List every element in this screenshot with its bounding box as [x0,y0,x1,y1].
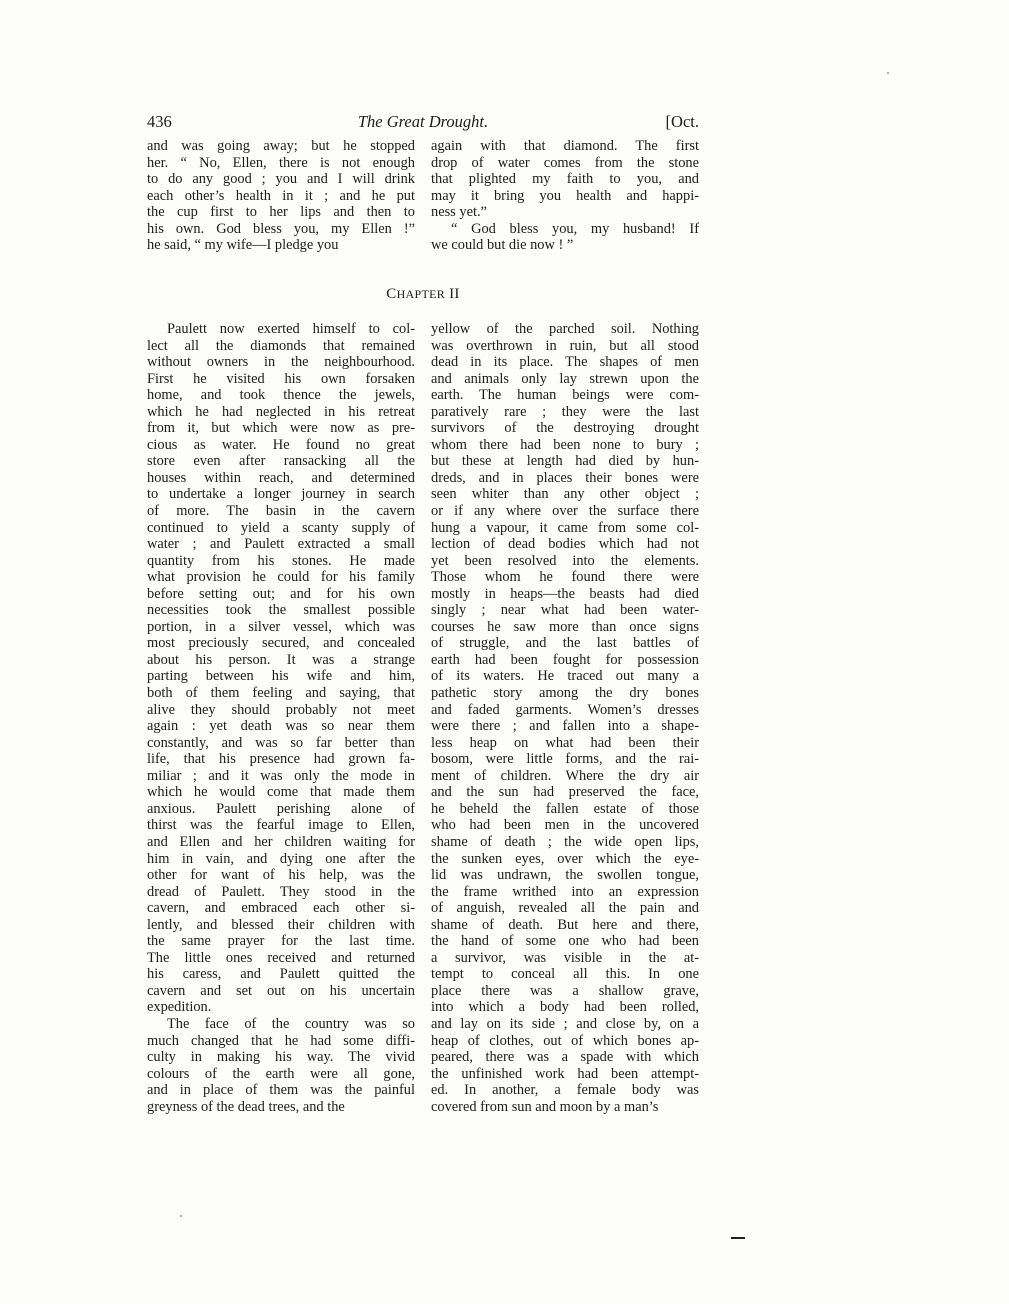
text-line: the frame writhed into an expression [431,883,699,900]
text-line: that plighted my faith to you, and [431,171,699,188]
text-line: were there ; and fallen into a shape- [431,718,699,735]
text-line: to undertake a longer journey in search [147,486,415,503]
issue-month: [Oct. [665,112,699,131]
text-line: again : yet death was so near them [147,718,415,735]
text-line: again with that diamond. The first [431,138,699,154]
text-line: hung a vapour, it came from some col- [431,519,699,536]
text-line: continued to yield a scanty supply of [147,519,415,536]
text-line: each other’s health in it ; and he put [147,187,415,204]
text-line: and the sun had preserved the face, [431,784,699,801]
text-line: singly ; near what had been water- [431,602,699,619]
text-line: may it bring you health and happi- [431,187,699,204]
text-line: water ; and Paulett extracted a small [147,536,415,553]
text-line: lently, and blessed their children with [147,916,415,933]
text-line: life, that his presence had grown fa- [147,751,415,768]
text-line: survivors of the destroying drought [431,420,699,437]
text-line: his caress, and Paulett quitted the [147,966,415,983]
running-header [147,112,699,134]
text-line: thirst was the fearful image to Ellen, [147,817,415,834]
text-line: pathetic story among the dry bones [431,685,699,702]
text-line: quantity from his stones. He made [147,552,415,569]
text-line: portion, in a silver vessel, which was [147,618,415,635]
text-line: the hand of some one who had been [431,933,699,950]
text-line: expedition. [147,999,212,1016]
text-line: of anguish, revealed all the pain and [431,900,699,917]
text-line: mostly in heaps—the beasts had died [431,585,699,602]
text-line: drop of water comes from the stone [431,154,699,171]
text-line: from it, but which were now as pre- [147,420,415,437]
body-left-column [147,321,415,1115]
text-line: lect all the diamonds that remained [147,337,415,354]
text-line: yellow of the parched soil. Nothing [431,321,699,337]
page-number: 436 [147,112,172,131]
text-line: the cup first to her lips and then to [147,204,415,221]
text-line: shame of death ; the wide open lips, [431,833,699,850]
text-line: ed. In another, a female body was [431,1082,699,1099]
text-line: The face of the country was so [167,1015,415,1032]
text-line: and animals only lay strewn upon the [431,370,699,387]
text-line: but these at length had died by hun- [431,453,699,470]
text-line: other for want of his help, was the [147,867,415,884]
text-line: tempt to conceal all this. In one [431,966,699,983]
text-line: heap of clothes, out of which bones ap- [431,1032,699,1049]
text-line: alive they should probably not meet [147,701,415,718]
text-line: culty in making his way. The vivid [147,1049,415,1066]
text-line: necessities took the smallest possible [147,602,415,619]
text-line: which he had neglected in his retreat [147,403,415,420]
text-line: and Ellen and her children waiting for [147,833,415,850]
text-line: of struggle, and the last battles of [431,635,699,652]
text-line: yet been resolved into the elements. [431,552,699,569]
text-line: the sunken eyes, over which the eye- [431,850,699,867]
running-title: The Great Drought. [357,112,489,131]
text-line: dread of Paulett. They stood in the [147,883,415,900]
text-line: and faded garments. Women’s dresses [431,701,699,718]
text-line: courses he saw more than once signs [431,618,699,635]
text-line: before setting out; and for his own [147,585,415,602]
text-line: what provision he could for his family [147,569,415,586]
text-line: covered from sun and moon by a man’s [431,1098,659,1115]
text-line: her. “ No, Ellen, there is not enough [147,154,415,171]
text-line: shame of death. But here and there, [431,916,699,933]
text-line: the same prayer for the last time. [147,933,415,950]
top-right-column [431,138,699,254]
text-line: we could but die now ! ” [431,237,574,254]
text-line: him in vain, and dying one after the [147,850,415,867]
text-line: cavern, and embraced each other si- [147,900,415,917]
text-line: into which a body had been rolled, [431,999,699,1016]
text-line: earth had been fought for possession [431,651,699,668]
text-line: which he would come that made them [147,784,415,801]
top-left-column [147,138,415,254]
text-line: less heap on what had been their [431,734,699,751]
text-line: without owners in the neighbourhood. [147,354,415,371]
text-line: both of them feeling and saying, that [147,685,415,702]
chapter-word-rest: HAPTER [396,287,446,301]
text-line: about his person. It was a strange [147,651,415,668]
text-line: lid was undrawn, the swollen tongue, [431,867,699,884]
text-line: peared, there was a spade with which [431,1049,699,1066]
text-line: ness yet.” [431,204,487,221]
text-line: bosom, were little forms, and the rai- [431,751,699,768]
text-line: a survivor, was visible in the at- [431,949,699,966]
text-line: to do any good ; you and I will drink [147,171,415,188]
text-line: home, and took thence the jewels, [147,387,415,404]
text-line: colours of the earth were all gone, [147,1065,415,1082]
text-line: much changed that he had some diffi- [147,1032,415,1049]
text-line: and in place of them was the painful [147,1082,415,1099]
text-line: he said, “ my wife—I pledge you [147,237,339,254]
chapter-numeral: II [449,286,460,302]
scan-speck [887,72,889,74]
text-line: anxious. Paulett perishing alone of [147,800,415,817]
chapter-word-initial: C [386,286,397,302]
text-line: miliar ; and it was only the mode in [147,767,415,784]
chapter-heading [147,286,699,303]
text-line: greyness of the dead trees, and the [147,1098,345,1115]
text-line: most preciously secured, and concealed [147,635,415,652]
body-right-column [431,321,699,1115]
text-line: cavern and set out on his uncertain [147,982,415,999]
text-line: the unfinished work had been attempt- [431,1065,699,1082]
text-line: he beheld the fallen estate of those [431,800,699,817]
text-line: was overthrown in ruin, but all stood [431,337,699,354]
text-line: The little ones received and returned [147,949,415,966]
text-line: parting between his wife and him, [147,668,415,685]
text-line: his own. God bless you, my Ellen !” [147,220,415,237]
text-line: dreds, and in places their bones were [431,469,699,486]
text-line: constantly, and was so far better than [147,734,415,751]
text-line: or if any where over the surface there [431,503,699,520]
text-line: earth. The human beings were com- [431,387,699,404]
text-line: whom there had been none to bury ; [431,436,699,453]
text-line: paratively rare ; they were the last [431,403,699,420]
text-line: of its waters. He traced out many a [431,668,699,685]
scan-speck [180,1215,182,1217]
text-line: Those whom he found there were [431,569,699,586]
text-line: dead in its place. The shapes of men [431,354,699,371]
text-line: store even after ransacking all the [147,453,415,470]
text-line: of more. The basin in the cavern [147,503,415,520]
text-line: Paulett now exerted himself to col- [167,321,415,337]
text-line: lection of dead bodies which had not [431,536,699,553]
text-line: and lay on its side ; and close by, on a [431,1015,699,1032]
text-line: place there was a shallow grave, [431,982,699,999]
text-line: First he visited his own forsaken [147,370,415,387]
text-line: who had been men in the uncovered [431,817,699,834]
scan-mark [731,1237,745,1239]
text-line: “ God bless you, my husband! If [451,220,699,237]
text-line: cious as water. He found no great [147,436,415,453]
text-line: ment of children. Where the dry air [431,767,699,784]
text-line: houses within reach, and determined [147,469,415,486]
text-line: and was going away; but he stopped [147,138,415,154]
text-line: seen whiter than any other object ; [431,486,699,503]
